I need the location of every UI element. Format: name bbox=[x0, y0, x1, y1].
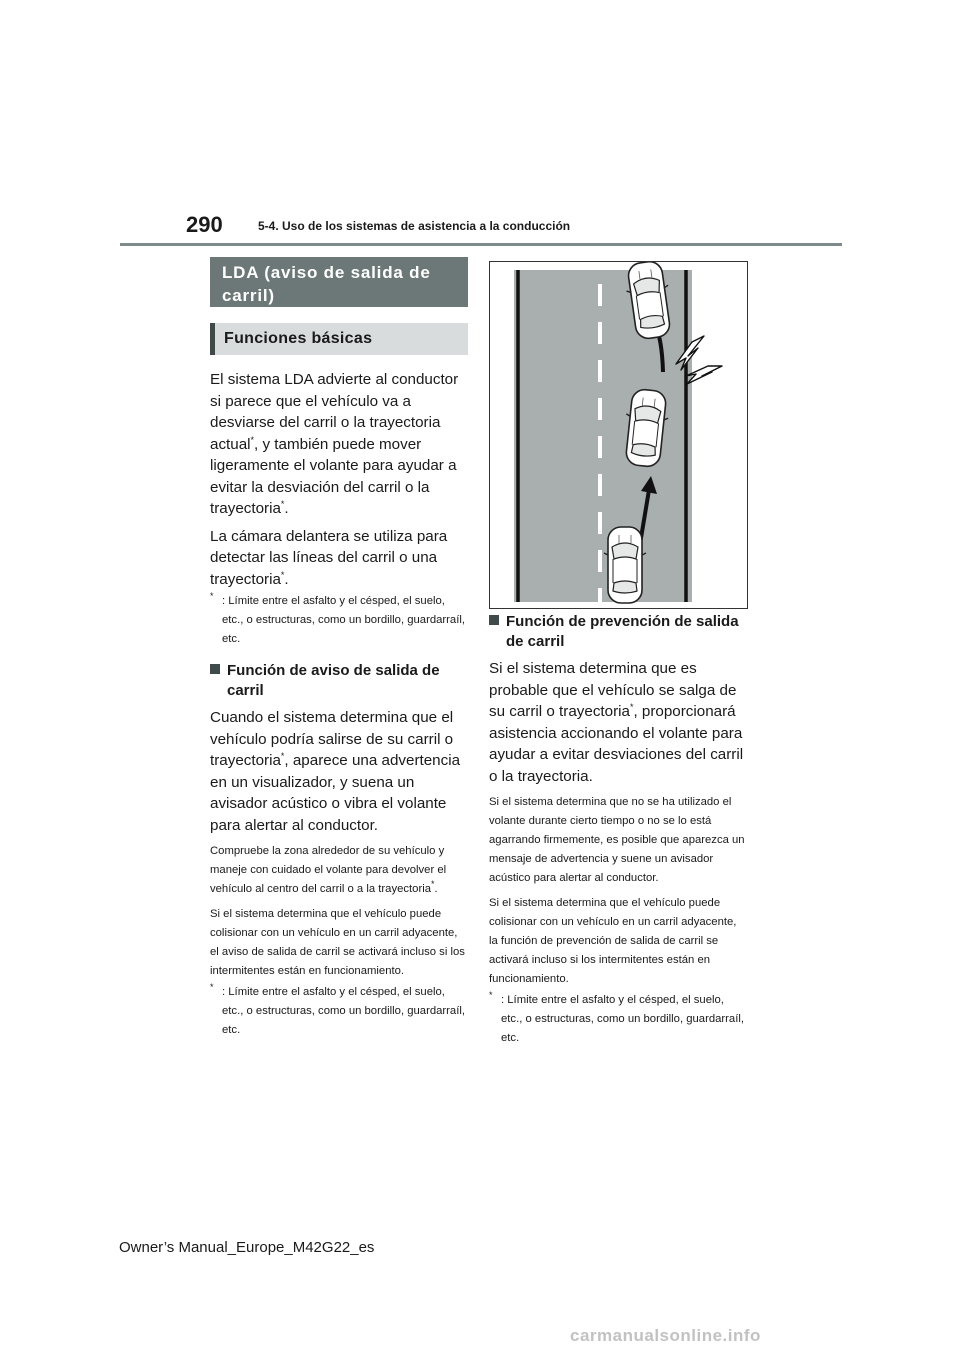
hands-off-note: Si el sistema determina que no se ha utilizado el volante durante cierto tiempo o no se lo está agarrando firmemente, es posible que aparezca un mensaje de advertencia y suene un avisador acústico para alertar al conductor. bbox=[489, 796, 745, 884]
lane-departure-illustration bbox=[489, 261, 748, 609]
check-surroundings-note: Compruebe la zona alrededor de su vehículo y maneje con cuidado el volante para devolver el vehículo al centro del carril o a la trayectoria*. bbox=[210, 845, 447, 895]
footnote: * : Límite entre el asfalto y el césped, el suelo, etc., o estructuras, como un bordillo, guardarraíl, etc. bbox=[489, 990, 744, 1044]
warning-paragraph: Cuando el sistema determina que el vehículo podría salirse de su carril o trayectoria*, aparece una advertencia en un visualizador, y suena un avisador acústico o vibra el volante para alertar al conductor. bbox=[210, 709, 461, 834]
watermark: carmanualsonline.info bbox=[570, 1326, 761, 1345]
footnote: * : Límite entre el asfalto y el césped, el suelo, etc., o estructuras, como un bordillo, guardarraíl, etc. bbox=[210, 982, 465, 1036]
prevention-paragraph: Si el sistema determina que es probable que el vehículo se salga de su carril o trayectoria*, proporcionará asistencia accionando el volante para ayudar a evitar desviaciones del carril o la trayectoria. bbox=[489, 660, 744, 785]
adjacent-vehicle-note: Si el sistema determina que el vehículo puede colisionar con un vehículo en un carril adyacente, el aviso de salida de carril se activará incluso si los intermitentes están en funcionamiento. bbox=[210, 908, 465, 977]
warning-function-heading: Función de aviso de salida de carril bbox=[210, 661, 468, 701]
subsection-title: Funciones básicas bbox=[210, 323, 468, 355]
footnote: * : Límite entre el asfalto y el césped, el suelo, etc., o estructuras, como un bordillo, guardarraíl, etc. bbox=[210, 591, 465, 645]
intro-paragraph: El sistema LDA advierte al conductor si parece que el vehículo va a desviarse del carril o la trayectoria actual*, y también puede mover ligeramente el volante para ayudar a evitar la desviación del carril o la trayectoria*. bbox=[210, 371, 459, 517]
bullet-square-icon bbox=[489, 615, 499, 625]
camera-paragraph: La cámara delantera se utiliza para detectar las líneas del carril o una trayectoria*. bbox=[210, 527, 448, 588]
prevention-function-heading: Función de prevención de salida de carril bbox=[489, 612, 747, 652]
page-number: 290 bbox=[186, 212, 223, 237]
left-column bbox=[210, 257, 468, 1040]
adjacent-vehicle-note: Si el sistema determina que el vehículo puede colisionar con un vehículo en un carril adyacente, la función de prevención de salida de carril se activará incluso si los intermitentes están en funcionamiento. bbox=[489, 897, 737, 985]
bullet-square-icon bbox=[210, 664, 220, 674]
right-column bbox=[489, 612, 747, 1048]
road-diagram bbox=[490, 262, 749, 610]
section-title: LDA (aviso de salida de carril) bbox=[210, 257, 468, 307]
manual-footer: Owner’s Manual_Europe_M42G22_es bbox=[119, 1239, 375, 1256]
header-rule bbox=[120, 243, 842, 246]
chapter-title: 5-4. Uso de los sistemas de asistencia a la conducción bbox=[258, 219, 571, 233]
